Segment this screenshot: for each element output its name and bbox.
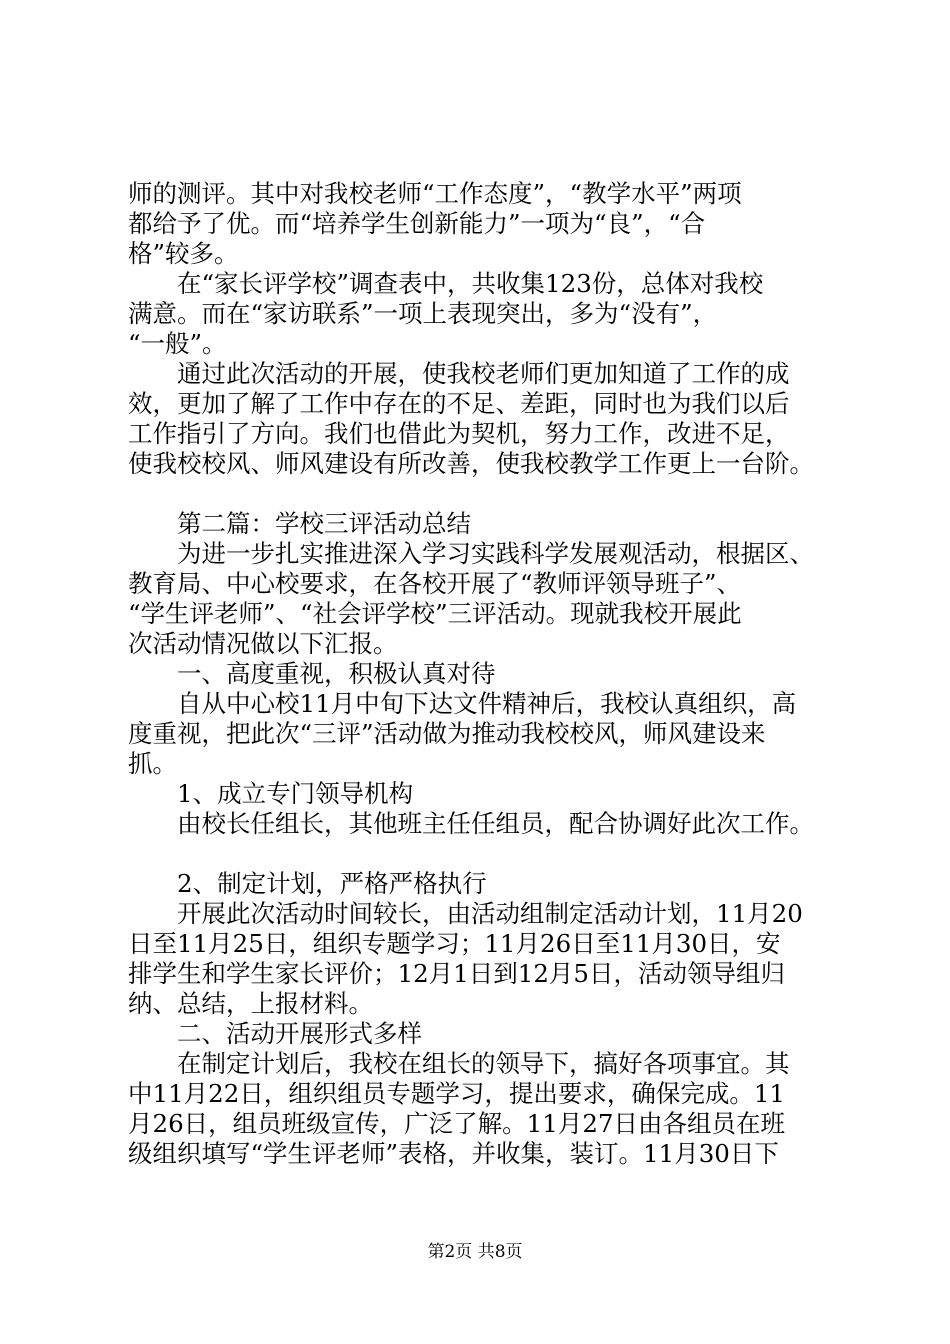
paragraph-line: 满意。而在“家访联系”一项上表现突出，多为“没有”， xyxy=(128,299,718,328)
paragraph-line: “一般”。 xyxy=(128,329,227,358)
paragraph-line: 开展此次活动时间较长，由活动组制定活动计划，11月20 xyxy=(177,899,803,928)
subsection-heading: 1、成立专门领导机构 xyxy=(177,779,414,808)
paragraph-line: “学生评老师”、“社会评学校”三评活动。现就我校开展此 xyxy=(128,599,742,628)
paragraph-line: 在制定计划后，我校在组长的领导下，搞好各项事宜。其 xyxy=(177,1049,790,1078)
paragraph-line: 次活动情况做以下汇报。 xyxy=(128,629,398,658)
paragraph-line: 格”较多。 xyxy=(128,239,239,268)
subsection-heading: 2、制定计划，严格严格执行 xyxy=(177,869,487,898)
paragraph-line: 教育局、中心校要求，在各校开展了“教师评领导班子”、 xyxy=(128,569,742,598)
paragraph-line: 工作指引了方向。我们也借此为契机，努力工作，改进不足， xyxy=(128,419,790,448)
paragraph-line: 月26日，组员班级宣传，广泛了解。11月27日由各组员在班 xyxy=(128,1109,786,1138)
paragraph-line: 在“家长评学校”调查表中，共收集123份，总体对我校 xyxy=(177,269,764,298)
subsection-heading: 二、活动开展形式多样 xyxy=(177,1019,422,1048)
paragraph-line: 纳、总结，上报材料。 xyxy=(128,989,373,1018)
section-title: 第二篇：学校三评活动总结 xyxy=(177,509,471,538)
paragraph-line: 排学生和学生家长评价；12月1日到12月5日，活动领导组归 xyxy=(128,959,786,988)
paragraph-line: 效，更加了解了工作中存在的不足、差距，同时也为我们以后 xyxy=(128,389,790,418)
paragraph-line: 日至11月25日，组织专题学习；11月26日至11月30日，安 xyxy=(128,929,781,958)
paragraph-line: 通过此次活动的开展，使我校老师们更加知道了工作的成 xyxy=(177,359,790,388)
paragraph-line: 由校长任组长，其他班主任任组员，配合协调好此次工作。 xyxy=(177,809,814,838)
paragraph-line: 中11月22日，组织组员专题学习，提出要求，确保完成。11 xyxy=(128,1079,786,1108)
paragraph-line: 师的测评。其中对我校老师“工作态度”，“教学水平”两项 xyxy=(128,179,742,208)
paragraph-line: 抓。 xyxy=(128,749,177,778)
paragraph-line: 自从中心校11月中旬下达文件精神后，我校认真组织，高 xyxy=(177,689,797,718)
subsection-heading: 一、高度重视，积极认真对待 xyxy=(177,659,496,688)
paragraph-line: 级组织填写“学生评老师”表格，并收集，装订。11月30日下 xyxy=(128,1139,779,1168)
paragraph-line: 都给予了优。而“培养学生创新能力”一项为“良”，“合 xyxy=(128,209,706,238)
page-number-footer: 第2页 共8页 xyxy=(427,1242,523,1262)
paragraph-line: 度重视，把此次“三评”活动做为推动我校校风，师风建设来 xyxy=(128,719,766,748)
paragraph-line: 为进一步扎实推进深入学习实践科学发展观活动，根据区、 xyxy=(177,539,814,568)
paragraph-line: 使我校校风、师风建设有所改善，使我校教学工作更上一台阶。 xyxy=(128,449,814,478)
